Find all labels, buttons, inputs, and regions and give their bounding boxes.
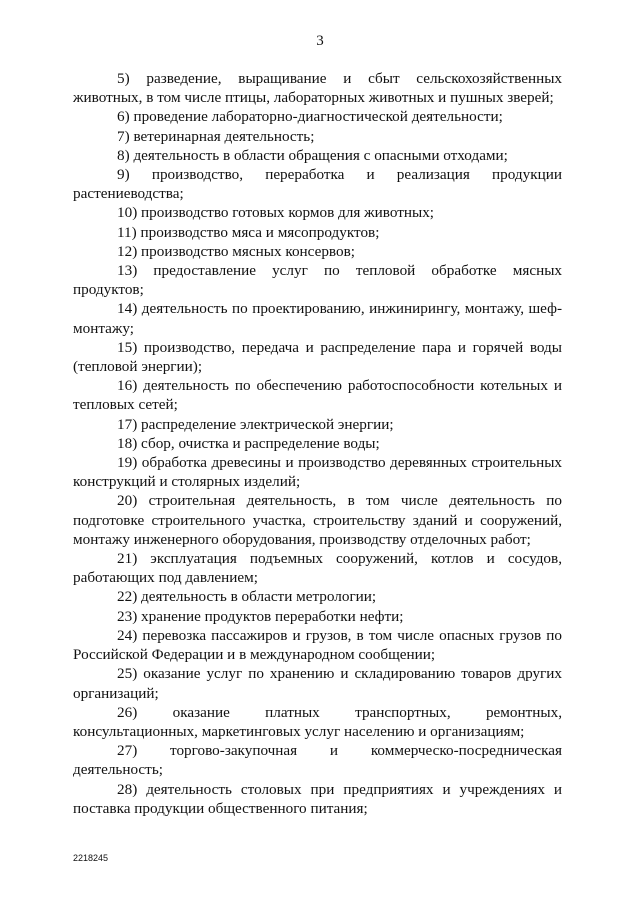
list-item	[73, 664, 562, 702]
list-item	[73, 549, 562, 587]
item-text: разведение, выращивание и сбыт сельскохозяйственных животных, в том числе птицы, лабораторных животных и пушных зверей;	[73, 70, 563, 107]
list-item	[73, 127, 562, 146]
list-item	[73, 587, 562, 606]
list-item	[73, 453, 562, 491]
item-text: производство мясных консервов;	[141, 242, 355, 260]
item-number: 17)	[117, 415, 138, 433]
item-number: 6)	[117, 108, 130, 126]
item-text: проведение лабораторно-диагностической деятельности;	[133, 108, 503, 126]
item-text: оказание услуг по хранению и складированию товаров других организаций;	[73, 665, 563, 702]
item-number: 25)	[117, 665, 138, 683]
document-code: 2218245	[73, 853, 109, 863]
list-item	[73, 299, 562, 337]
item-number: 13)	[117, 262, 138, 280]
list-item	[73, 107, 562, 126]
item-number: 27)	[117, 742, 138, 760]
item-text: деятельность по проектированию, инжинирингу, монтажу, шеф-монтажу;	[73, 300, 563, 337]
list-item	[73, 376, 562, 414]
list-item	[73, 223, 562, 242]
item-number: 26)	[117, 703, 138, 721]
list-item	[73, 434, 562, 453]
list-item	[73, 203, 562, 222]
item-number: 9)	[117, 166, 130, 184]
list-item	[73, 415, 562, 434]
list-item	[73, 146, 562, 165]
list-item	[73, 780, 562, 818]
item-number: 14)	[117, 300, 138, 318]
item-number: 8)	[117, 146, 130, 164]
list-item	[73, 741, 562, 779]
item-text: торгово-закупочная и коммерческо-посредническая деятельность;	[73, 742, 562, 779]
document-body	[73, 69, 562, 818]
item-text: деятельность в области обращения с опасными отходами;	[133, 146, 508, 164]
item-text: строительная деятельность, в том числе деятельность по подготовке строительного участка, строительству зданий и сооружений, монтажу инженерного оборудования, производству отделочных работ;	[73, 492, 563, 548]
item-number: 12)	[117, 242, 138, 260]
list-item	[73, 703, 562, 741]
item-number: 28)	[117, 780, 138, 798]
item-text: распределение электрической энергии;	[141, 415, 394, 433]
item-text: производство мяса и мясопродуктов;	[140, 223, 380, 241]
list-item	[73, 491, 562, 549]
item-text: перевозка пассажиров и грузов, в том числе опасных грузов по Российской Федерации и в международном сообщении;	[73, 626, 563, 664]
item-text: сбор, очистка и распределение воды;	[141, 434, 380, 452]
item-text: деятельность столовых при предприятиях и учреждениях и поставка продукции общественного питания;	[73, 780, 562, 817]
item-number: 22)	[117, 588, 138, 606]
list-item	[73, 261, 562, 299]
item-number: 20)	[117, 492, 138, 510]
item-text: хранение продуктов переработки нефти;	[141, 607, 404, 625]
item-text: производство, передача и распределение пара и горячей воды (тепловой энергии);	[73, 338, 562, 376]
item-number: 5)	[117, 70, 130, 87]
list-item	[73, 242, 562, 261]
list-item	[73, 338, 562, 376]
item-text: предоставление услуг по тепловой обработке мясных продуктов;	[73, 262, 562, 299]
item-text: ветеринарная деятельность;	[133, 127, 315, 145]
item-text: деятельность в области метрологии;	[141, 588, 377, 606]
item-number: 10)	[117, 204, 138, 222]
item-number: 18)	[117, 434, 138, 452]
item-text: производство, переработка и реализация продукции растениеводства;	[73, 166, 562, 203]
item-text: обработка древесины и производство деревянных строительных конструкций и столярных изделий;	[73, 454, 563, 491]
item-number: 11)	[117, 223, 137, 241]
item-number: 15)	[117, 338, 138, 356]
page-number: 3	[316, 33, 324, 49]
item-number: 7)	[117, 127, 130, 145]
list-item	[73, 607, 562, 626]
item-text: деятельность по обеспечению работоспособности котельных и тепловых сетей;	[73, 377, 562, 414]
item-number: 24)	[117, 626, 138, 644]
list-item	[73, 69, 562, 107]
item-text: оказание платных транспортных, ремонтных, консультационных, маркетинговых услуг населению и организациям;	[73, 703, 562, 740]
item-number: 21)	[117, 550, 138, 568]
item-number: 23)	[117, 607, 138, 625]
list-item	[73, 626, 562, 664]
item-number: 19)	[117, 454, 138, 472]
item-text: эксплуатация подъемных сооружений, котлов и сосудов, работающих под давлением;	[73, 550, 562, 587]
item-number: 16)	[117, 377, 138, 395]
item-text: производство готовых кормов для животных;	[141, 204, 435, 222]
list-item	[73, 165, 562, 203]
